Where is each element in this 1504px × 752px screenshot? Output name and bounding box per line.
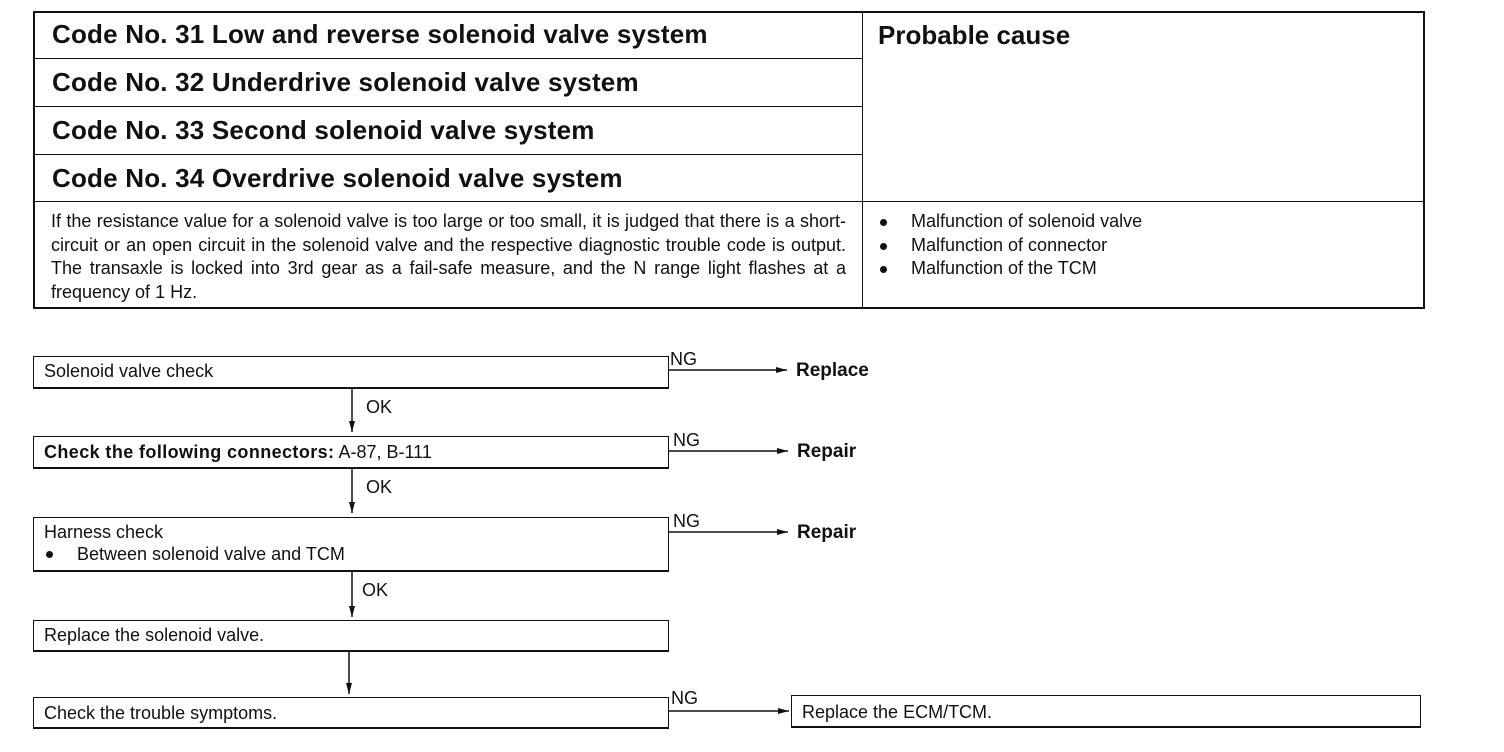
ng-result-replace: Replace xyxy=(796,360,869,381)
ok-label: OK xyxy=(362,580,389,600)
probable-cause-heading: Probable cause xyxy=(878,20,1071,50)
step-text-bold: Check the following connectors: xyxy=(44,442,335,462)
step-text: Check the trouble symptoms. xyxy=(44,703,278,723)
ng-label: NG xyxy=(673,430,700,450)
solenoid-valve-check-box xyxy=(33,356,669,389)
step-text: Replace the solenoid valve. xyxy=(44,625,265,645)
step-bullet: Between solenoid valve and TCM xyxy=(44,543,668,565)
code-33-heading: Code No. 33 Second solenoid valve system xyxy=(52,115,595,145)
replace-ecm-tcm-box xyxy=(791,695,1421,728)
replace-solenoid-box xyxy=(33,620,669,652)
ng-label: NG xyxy=(671,688,698,708)
harness-check-box xyxy=(33,517,669,572)
ng-result-repair: Repair xyxy=(797,441,857,462)
check-symptoms-box xyxy=(33,697,669,729)
connector-check-box xyxy=(33,436,669,469)
step-text: Harness check xyxy=(44,522,164,542)
code-31-heading: Code No. 31 Low and reverse solenoid valve system xyxy=(52,19,708,49)
connector-ids: A-87, B-111 xyxy=(334,442,432,462)
ok-label: OK xyxy=(366,397,393,417)
code-34-heading: Code No. 34 Overdrive solenoid valve system xyxy=(52,163,623,193)
ok-label: OK xyxy=(366,477,393,497)
ng-label: NG xyxy=(670,349,697,369)
code-description: If the resistance value for a solenoid valve is too large or too small, it is judged that there is a short-circuit or an open circuit in the solenoid valve and the respective diagnostic trouble code is output. The transaxle is locked into 3rd gear as a fail-safe measure, and the N range light flashes at a frequency of 1 Hz. xyxy=(51,211,846,302)
step-text: Solenoid valve check xyxy=(44,361,214,381)
ng-result-text: Replace the ECM/TCM. xyxy=(802,702,993,722)
cause-item: Malfunction of connector xyxy=(876,234,1142,258)
cause-item: Malfunction of solenoid valve xyxy=(876,210,1142,234)
ng-label: NG xyxy=(673,511,700,531)
ng-result-repair: Repair xyxy=(797,522,857,543)
code-32-heading: Code No. 32 Underdrive solenoid valve system xyxy=(52,67,639,97)
cause-item: Malfunction of the TCM xyxy=(876,257,1142,281)
